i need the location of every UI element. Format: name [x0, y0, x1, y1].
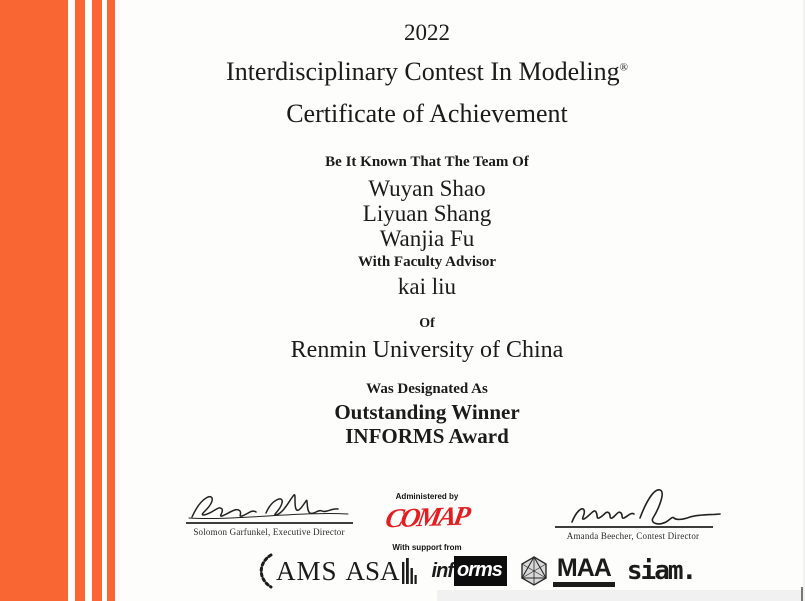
asa-bars-icon [402, 558, 418, 584]
asa-logo-text: ASA [345, 555, 400, 586]
sponsor-logos-row [256, 553, 695, 589]
left-signature-line [186, 522, 353, 524]
asa-logo [338, 556, 418, 587]
team-member-name-1: Wuyan Shao [368, 176, 486, 201]
maa-tagline-bar [553, 582, 615, 587]
certificate-year: 2022 [404, 20, 450, 45]
comap-logo [377, 502, 477, 538]
title-text: Interdisciplinary Contest In Modeling [226, 57, 620, 86]
designation-label: Was Designated As [366, 381, 488, 397]
orange-stripe-1 [75, 0, 85, 601]
bottom-gray-strip [437, 590, 805, 601]
certificate-title [120, 58, 734, 85]
right-signature-image [568, 484, 726, 528]
institution-name: Renmin University of China [290, 337, 564, 363]
team-member-name-2: Liyuan Shang [362, 201, 492, 226]
maa-logo-text: MAA [556, 553, 611, 582]
left-signature-image [188, 487, 350, 525]
maa-polyhedron-icon [519, 556, 549, 586]
orange-stripe-3 [107, 0, 115, 601]
registered-mark: ® [619, 61, 628, 74]
team-intro-label: Be It Known That The Team Of [325, 154, 529, 170]
informs-logo-box: orms [454, 556, 507, 586]
ams-arc-icon [256, 553, 274, 589]
maa-logo [519, 553, 615, 587]
ams-logo-text: AMS [276, 555, 338, 586]
comap-logo-text: COMAP [383, 500, 471, 534]
right-signature-line [555, 526, 713, 528]
orange-stripe-2 [92, 0, 102, 601]
siam-logo: siam. [626, 556, 696, 586]
informs-logo-prefix: inf [431, 559, 453, 582]
advisor-name: kai liu [397, 274, 457, 299]
team-member-name-3: Wanjia Fu [379, 226, 475, 251]
award-title: INFORMS Award [345, 424, 509, 448]
administered-by-label: Administered by [395, 492, 459, 501]
ams-logo [256, 553, 338, 589]
informs-logo [432, 556, 507, 586]
support-from-label: With support from [392, 543, 462, 552]
orange-band [0, 0, 68, 601]
certificate-subtitle: Certificate of Achievement [286, 99, 568, 128]
advisor-label: With Faculty Advisor [357, 254, 497, 270]
left-signature-caption: Solomon Garfunkel, Executive Director [193, 527, 345, 537]
right-signature-caption: Amanda Beecher, Contest Director [566, 531, 700, 541]
of-label: Of [419, 316, 435, 331]
designation-title: Outstanding Winner [334, 400, 520, 424]
